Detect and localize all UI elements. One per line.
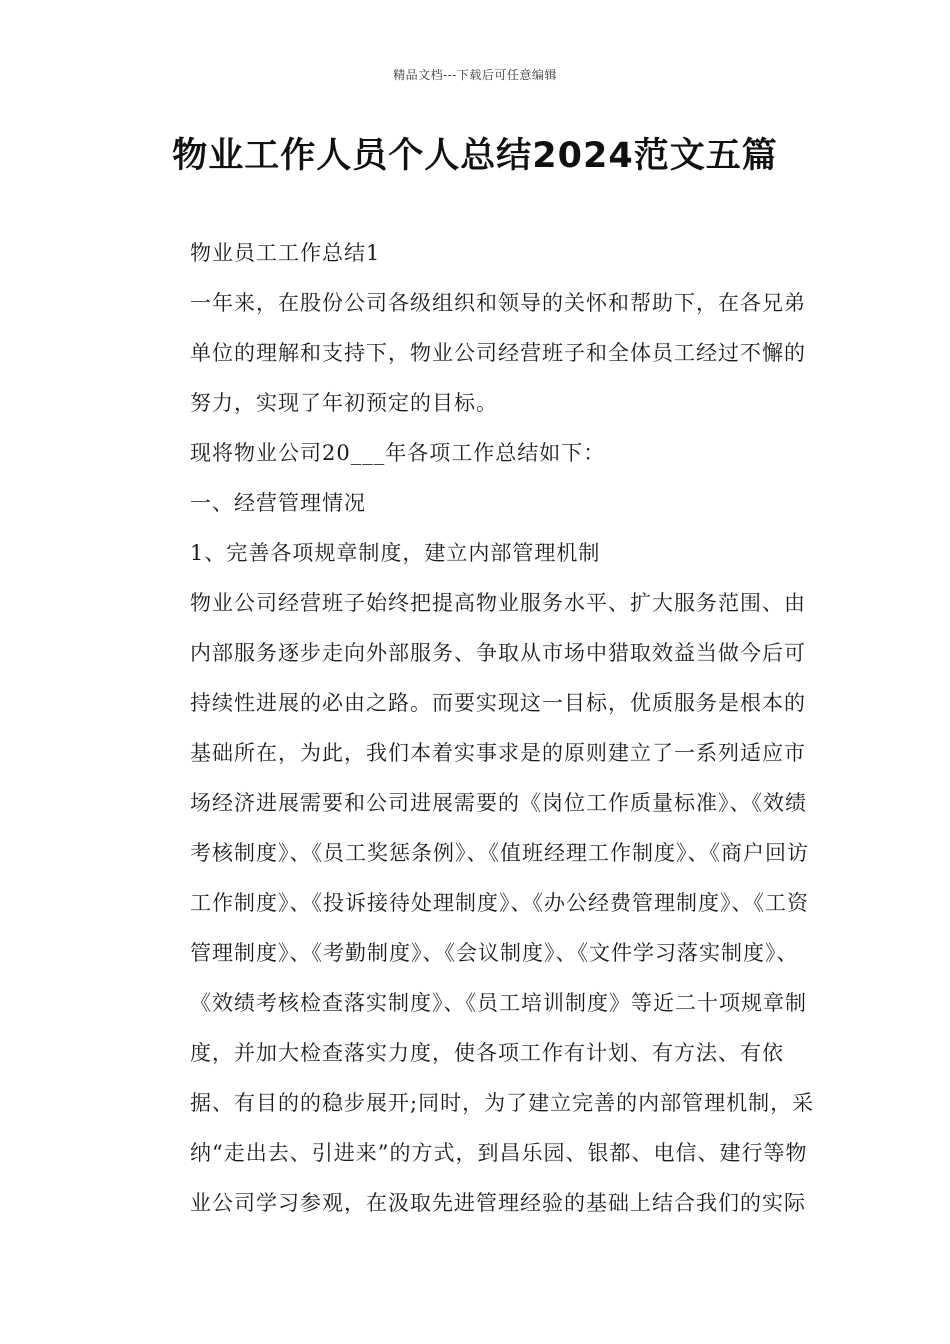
subsection-heading: 1、完善各项规章制度，建立内部管理机制	[190, 541, 601, 565]
body-paragraph: 物业公司经营班子始终把提高物业服务水平、扩大服务范围、由内部服务逐步走向外部服务、争取从市场中猎取效益当做今后可持续性进展的必由之路。而要实现这一目标，优质服务是根本的基础所在，为此，我们本着实事求是的原则建立了一系列适应市场经济进展需要和公司进展需要的《岗位工作质量标准》、《效绩考核制度》、《员工奖惩条例》、《值班经理工作制度》、《商户回访工作制度》、《投诉接待处理制度》、《办公经费管理制度》、《工资管理制度》、《考勤制度》、《会议制度》、《文件学习落实制度》、《效绩考核检查落实制度》、《员工培训制度》等近二十项规章制度，并加大检查落实力度，使各项工作有计划、有方法、有依据、有目的的稳步展开;同时，为了建立完善的内部管理机制，采纳“走出去、引进来”的方式，到昌乐园、银都、电信、建行等物业公司学习参观，在汲取先进管理经验的基础上结合我们的实际	[190, 591, 815, 1215]
section-heading: 物业员工工作总结1	[190, 241, 381, 265]
document-body	[146, 228, 816, 1228]
page-header: 精品文档---下载后可任意编辑	[393, 68, 557, 82]
body-paragraph: 现将物业公司20___年各项工作总结如下：	[190, 441, 606, 465]
section-heading: 一、经营管理情况	[190, 491, 366, 515]
document-title: 物业工作人员个人总结2024范文五篇	[172, 136, 778, 176]
body-paragraph: 一年来，在股份公司各级组织和领导的关怀和帮助下，在各兄弟单位的理解和支持下，物业公司经营班子和全体员工经过不懈的努力，实现了年初预定的目标。	[190, 291, 806, 415]
